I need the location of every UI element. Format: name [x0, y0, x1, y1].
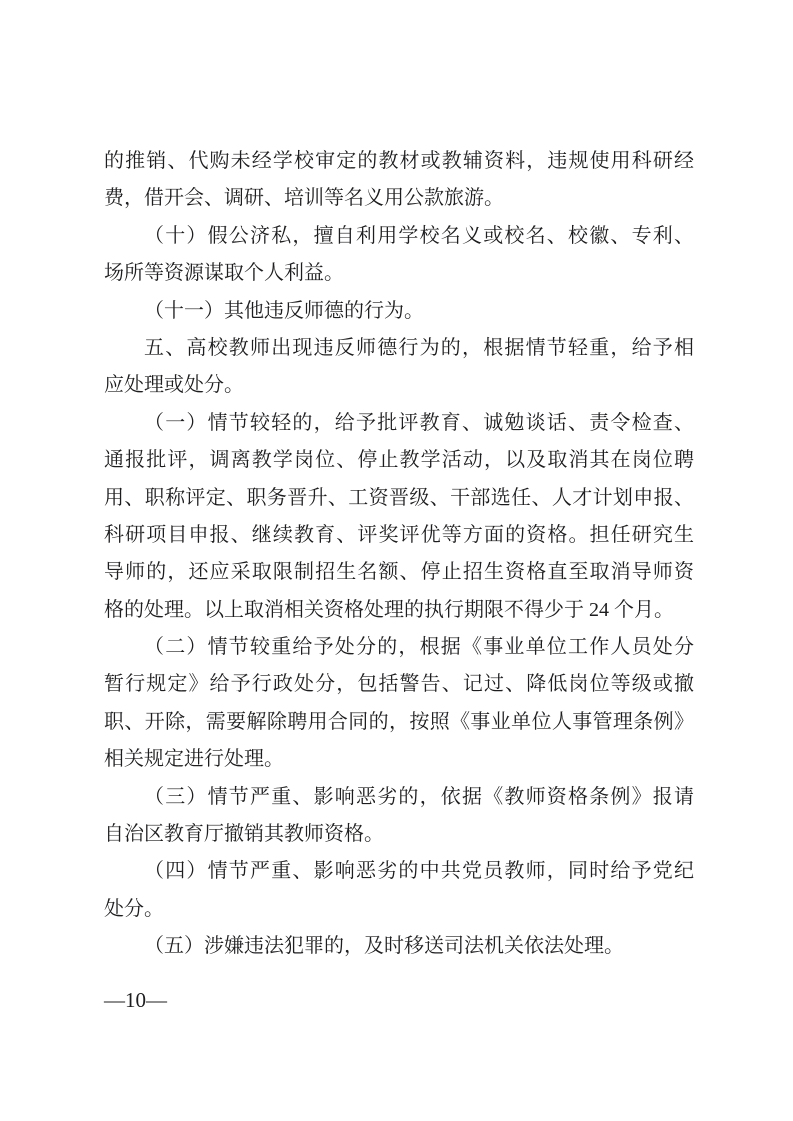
- text-line: 应处理或处分。: [104, 374, 244, 397]
- text-line: 自治区教育厅撤销其教师资格。: [104, 823, 384, 846]
- text-line: 五、高校教师出现违反师德行为的，根据情节轻重，给予相: [144, 336, 694, 359]
- text-line: （三）情节严重、影响恶劣的，依据《教师资格条例》报请: [144, 785, 694, 808]
- text-line: 科研项目申报、继续教育、评奖评优等方面的资格。担任研究生: [104, 523, 694, 546]
- text-line: 职、开除，需要解除聘用合同的，按照《事业单位人事管理条例》: [104, 710, 694, 733]
- text-line: 的推销、代购未经学校审定的教材或教辅资料，违规使用科研经: [104, 150, 694, 172]
- text-line: （二）情节较重给予处分的，根据《事业单位工作人员处分: [144, 636, 694, 659]
- text-line: 费，借开会、调研、培训等名义用公款旅游。: [104, 187, 504, 210]
- document-body: [104, 143, 694, 966]
- text-line: 格的处理。以上取消相关资格处理的执行期限不得少于 24 个月。: [104, 598, 674, 621]
- text-line: （一）情节较轻的，给予批评教育、诚勉谈话、责令检查、: [144, 411, 694, 434]
- text-line: 用、职称评定、职务晋升、工资晋级、干部选任、人才计划申报、: [104, 486, 694, 509]
- text-line: （十）假公济私，擅自利用学校名义或校名、校徽、专利、: [144, 224, 694, 247]
- text-line: （五）涉嫌违法犯罪的，及时移送司法机关依法处理。: [144, 935, 624, 958]
- text-line: 导师的，还应采取限制招生名额、停止招生资格直至取消导师资: [104, 561, 694, 584]
- text-line: 相关规定进行处理。: [104, 748, 284, 771]
- page-number: —10—: [104, 988, 167, 1012]
- text-line: （四）情节严重、影响恶劣的中共党员教师，同时给予党纪: [144, 860, 694, 883]
- text-line: 暂行规定》给予行政处分，包括警告、记过、降低岗位等级或撤: [104, 673, 694, 696]
- text-line: 场所等资源谋取个人利益。: [104, 262, 344, 285]
- text-line: （十一）其他违反师德的行为。: [144, 299, 424, 322]
- text-line: 通报批评，调离教学岗位、停止教学活动，以及取消其在岗位聘: [104, 449, 694, 472]
- text-line: 处分。: [104, 897, 164, 920]
